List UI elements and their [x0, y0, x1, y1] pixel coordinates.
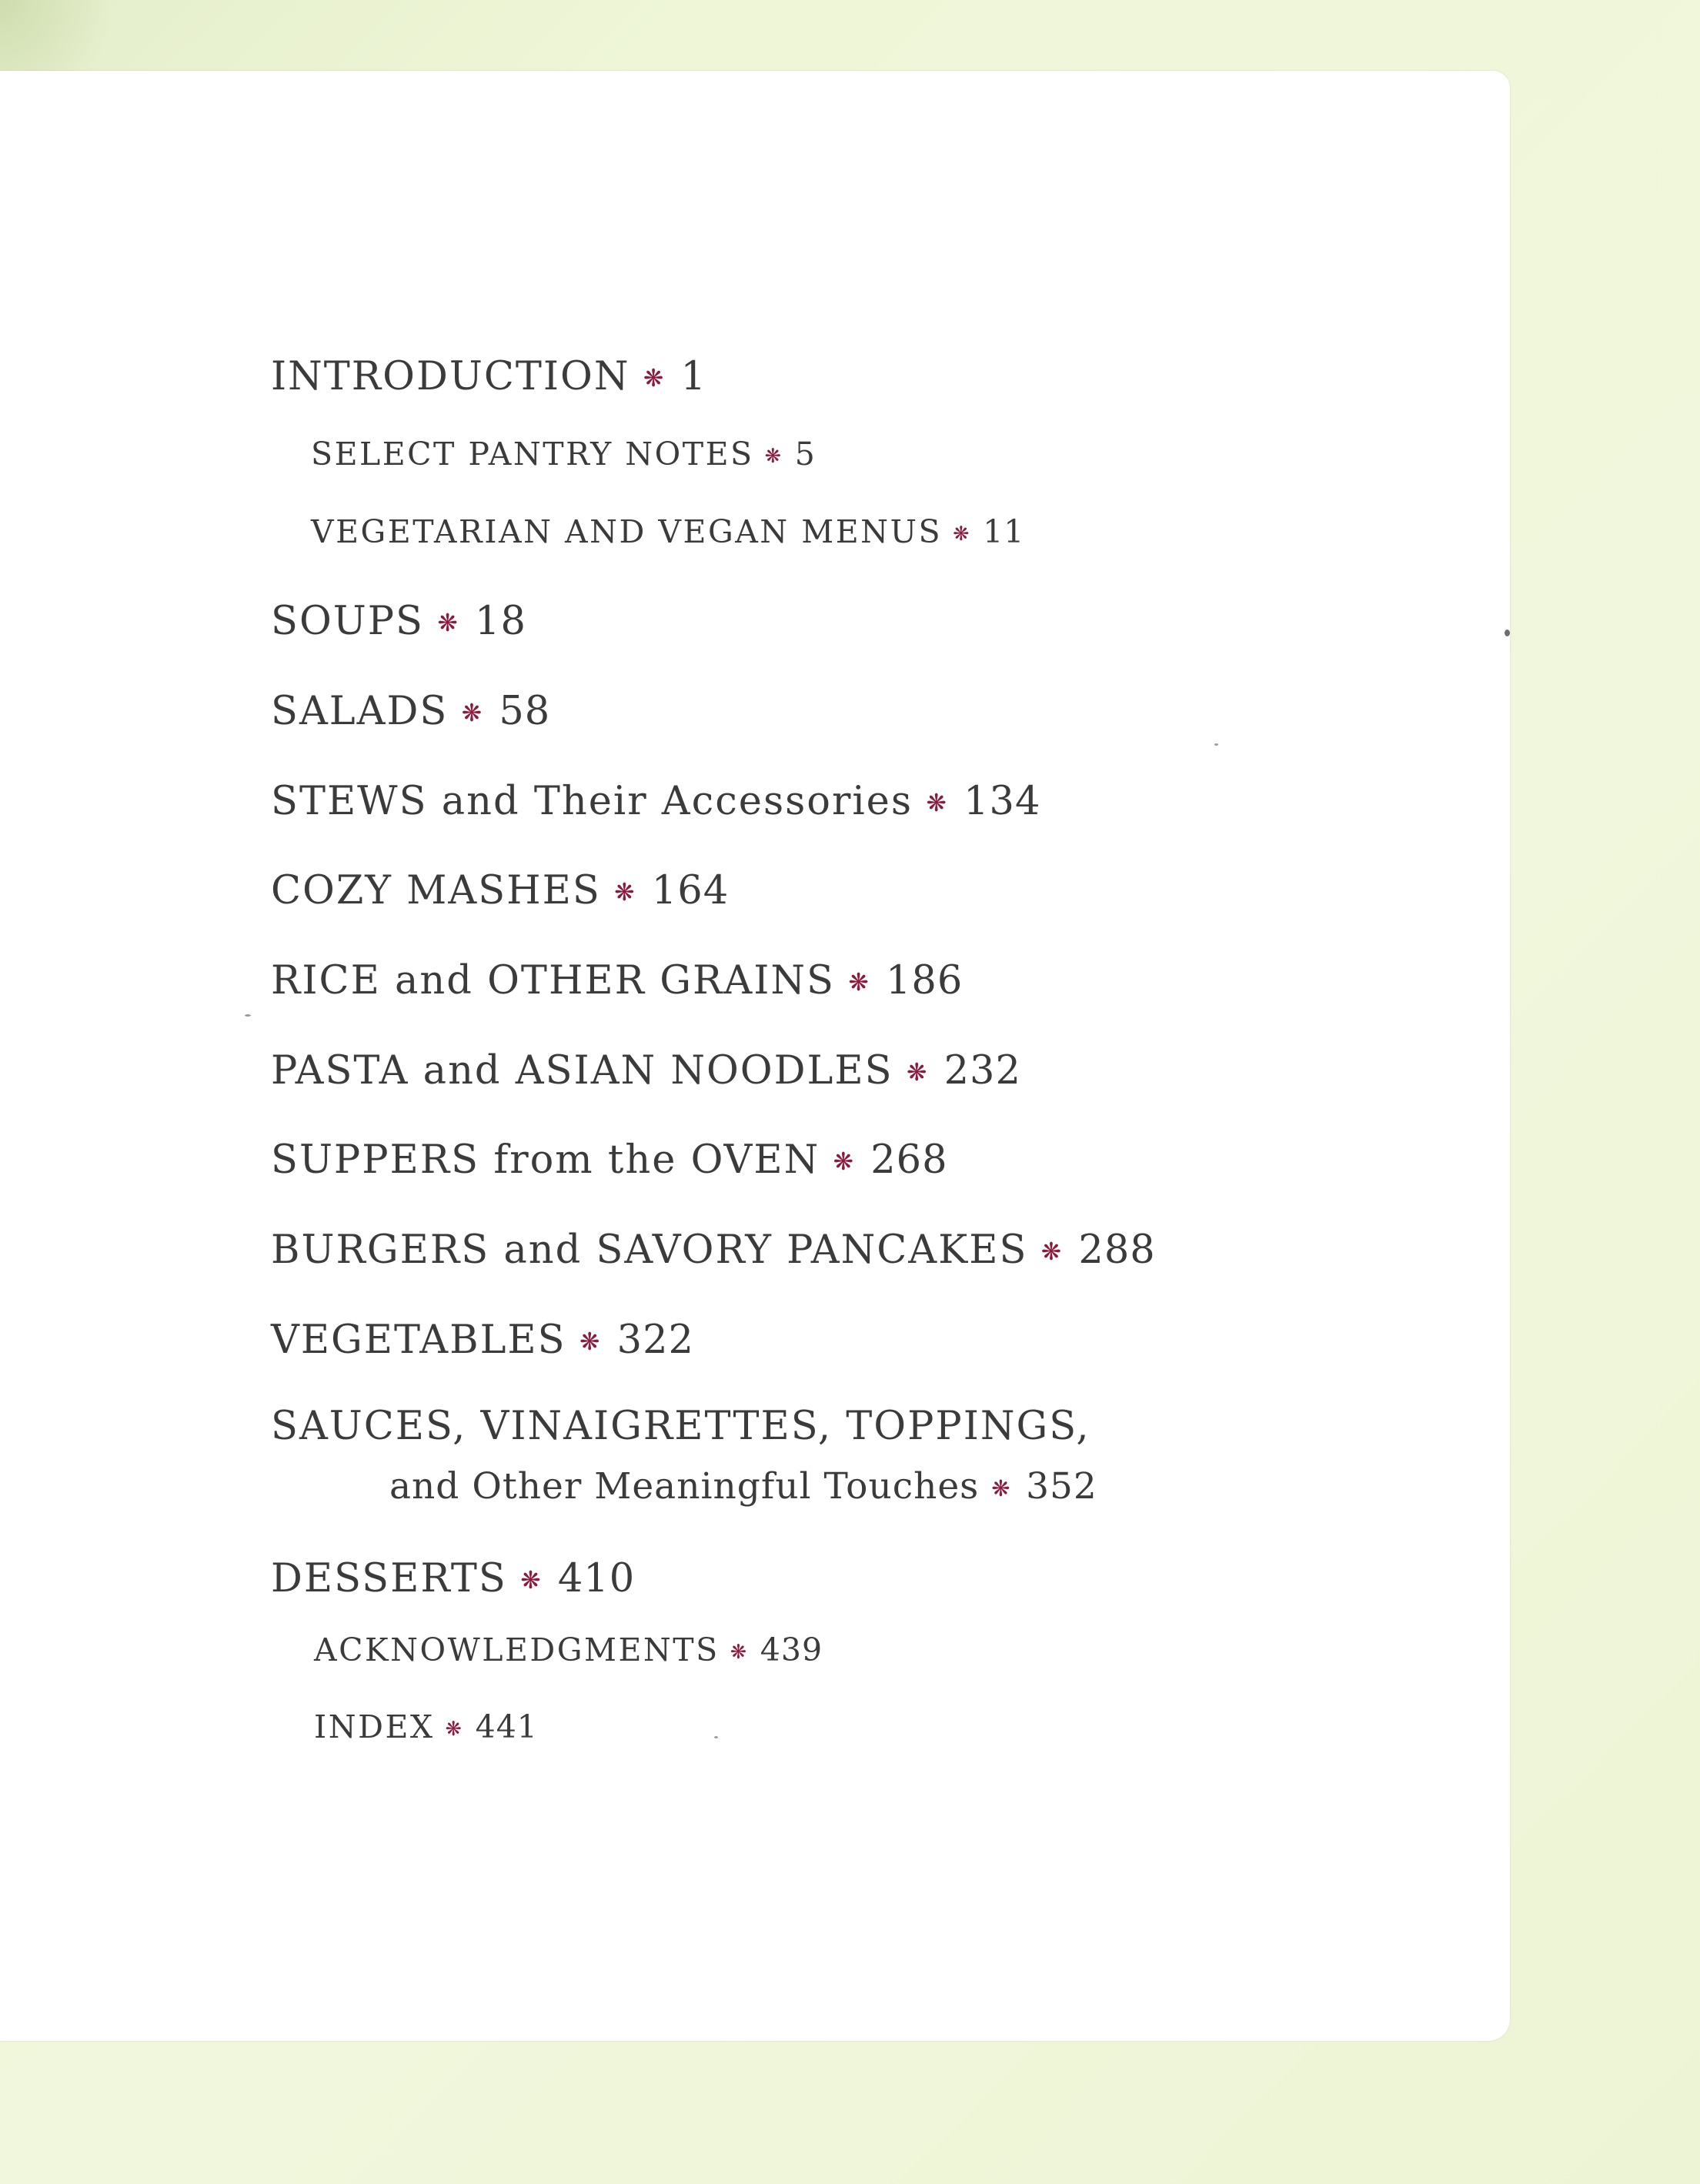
- toc-title: SUPPERS from the OVEN: [271, 1137, 820, 1183]
- separator-ornament-icon: ❋: [1040, 1238, 1062, 1267]
- separator-ornament-icon: ❋: [764, 443, 781, 467]
- toc-entry-select-pantry-notes: [311, 436, 816, 473]
- toc-entry-desserts: [271, 1556, 635, 1601]
- toc-page-number: 1: [680, 354, 706, 399]
- toc-entry-burgers-pancakes: [271, 1227, 1156, 1273]
- toc-title-continuation: and Other Meaningful Touches: [389, 1465, 980, 1508]
- separator-ornament-icon: ❋: [643, 365, 664, 393]
- toc-title: SALADS: [271, 689, 449, 734]
- toc-page-number: 5: [794, 436, 816, 473]
- toc-page-number: 134: [964, 779, 1041, 824]
- toc-title: SOUPS: [271, 599, 424, 644]
- separator-ornament-icon: ❋: [520, 1567, 541, 1595]
- toc-entry-vegetables: [271, 1317, 694, 1363]
- toc-title: PASTA and ASIAN NOODLES: [271, 1048, 893, 1094]
- scan-speck: [245, 1014, 251, 1017]
- scan-speck: [1214, 743, 1218, 746]
- toc-title: INDEX: [314, 1708, 435, 1745]
- separator-ornament-icon: ❋: [991, 1474, 1010, 1501]
- book-page: [0, 71, 1510, 2041]
- toc-entry-stews: [271, 779, 1040, 824]
- toc-title: RICE and OTHER GRAINS: [271, 958, 835, 1004]
- separator-ornament-icon: ❋: [848, 969, 869, 997]
- toc-entry-acknowledgments: [314, 1631, 823, 1668]
- toc-title: INTRODUCTION: [271, 354, 630, 399]
- separator-ornament-icon: ❋: [833, 1148, 854, 1177]
- toc-title: STEWS and Their Accessories: [271, 779, 913, 824]
- toc-entry-index: [314, 1708, 538, 1745]
- toc-title: VEGETABLES: [271, 1317, 566, 1363]
- toc-page-number: 164: [651, 868, 730, 913]
- toc-page-number: 441: [475, 1708, 538, 1745]
- toc-page-number: 18: [475, 599, 526, 644]
- toc-title: VEGETARIAN AND VEGAN MENUS: [311, 513, 943, 550]
- separator-ornament-icon: ❋: [953, 521, 970, 545]
- toc-title: SELECT PANTRY NOTES: [311, 436, 754, 473]
- separator-ornament-icon: ❋: [579, 1328, 600, 1357]
- toc-title: BURGERS and SAVORY PANCAKES: [271, 1227, 1028, 1273]
- toc-entry-salads: [271, 689, 550, 734]
- toc-page-number: 58: [499, 689, 551, 734]
- toc-entry-soups: [271, 599, 526, 644]
- toc-entry-introduction: [271, 354, 706, 399]
- scan-speck: [714, 1736, 718, 1738]
- toc-page-number: 268: [870, 1137, 948, 1183]
- toc-entry-pasta-noodles: [271, 1048, 1021, 1094]
- separator-ornament-icon: ❋: [906, 1059, 927, 1087]
- toc-entry-rice-grains: [271, 958, 963, 1004]
- toc-entry-vegetarian-vegan-menus: [311, 513, 1024, 550]
- toc-page-number: 288: [1078, 1227, 1156, 1273]
- separator-ornament-icon: ❋: [730, 1639, 747, 1663]
- toc-entry-sauces: [271, 1404, 1090, 1449]
- toc-title: ACKNOWLEDGMENTS: [314, 1631, 720, 1668]
- toc-page-number: 322: [616, 1317, 694, 1363]
- separator-ornament-icon: ❋: [926, 790, 947, 818]
- toc-title: COZY MASHES: [271, 868, 601, 913]
- toc-entry-sauces-continuation: [389, 1465, 1097, 1508]
- toc-entry-suppers-oven: [271, 1137, 948, 1183]
- toc-page-number: 186: [885, 958, 964, 1004]
- separator-ornament-icon: ❋: [437, 609, 458, 638]
- toc-title: SAUCES, VINAIGRETTES, TOPPINGS,: [271, 1404, 1090, 1449]
- toc-page-number: 410: [557, 1556, 636, 1601]
- separator-ornament-icon: ❋: [614, 879, 635, 907]
- toc-title: DESSERTS: [271, 1556, 507, 1601]
- toc-page-number: 11: [983, 513, 1025, 550]
- separator-ornament-icon: ❋: [445, 1716, 462, 1740]
- table-of-contents: [0, 71, 1510, 2041]
- toc-page-number: 439: [760, 1631, 823, 1668]
- scan-speck: [1505, 629, 1510, 636]
- toc-page-number: 232: [944, 1048, 1021, 1094]
- toc-entry-cozy-mashes: [271, 868, 729, 913]
- separator-ornament-icon: ❋: [461, 700, 483, 728]
- toc-page-number: 352: [1026, 1465, 1097, 1508]
